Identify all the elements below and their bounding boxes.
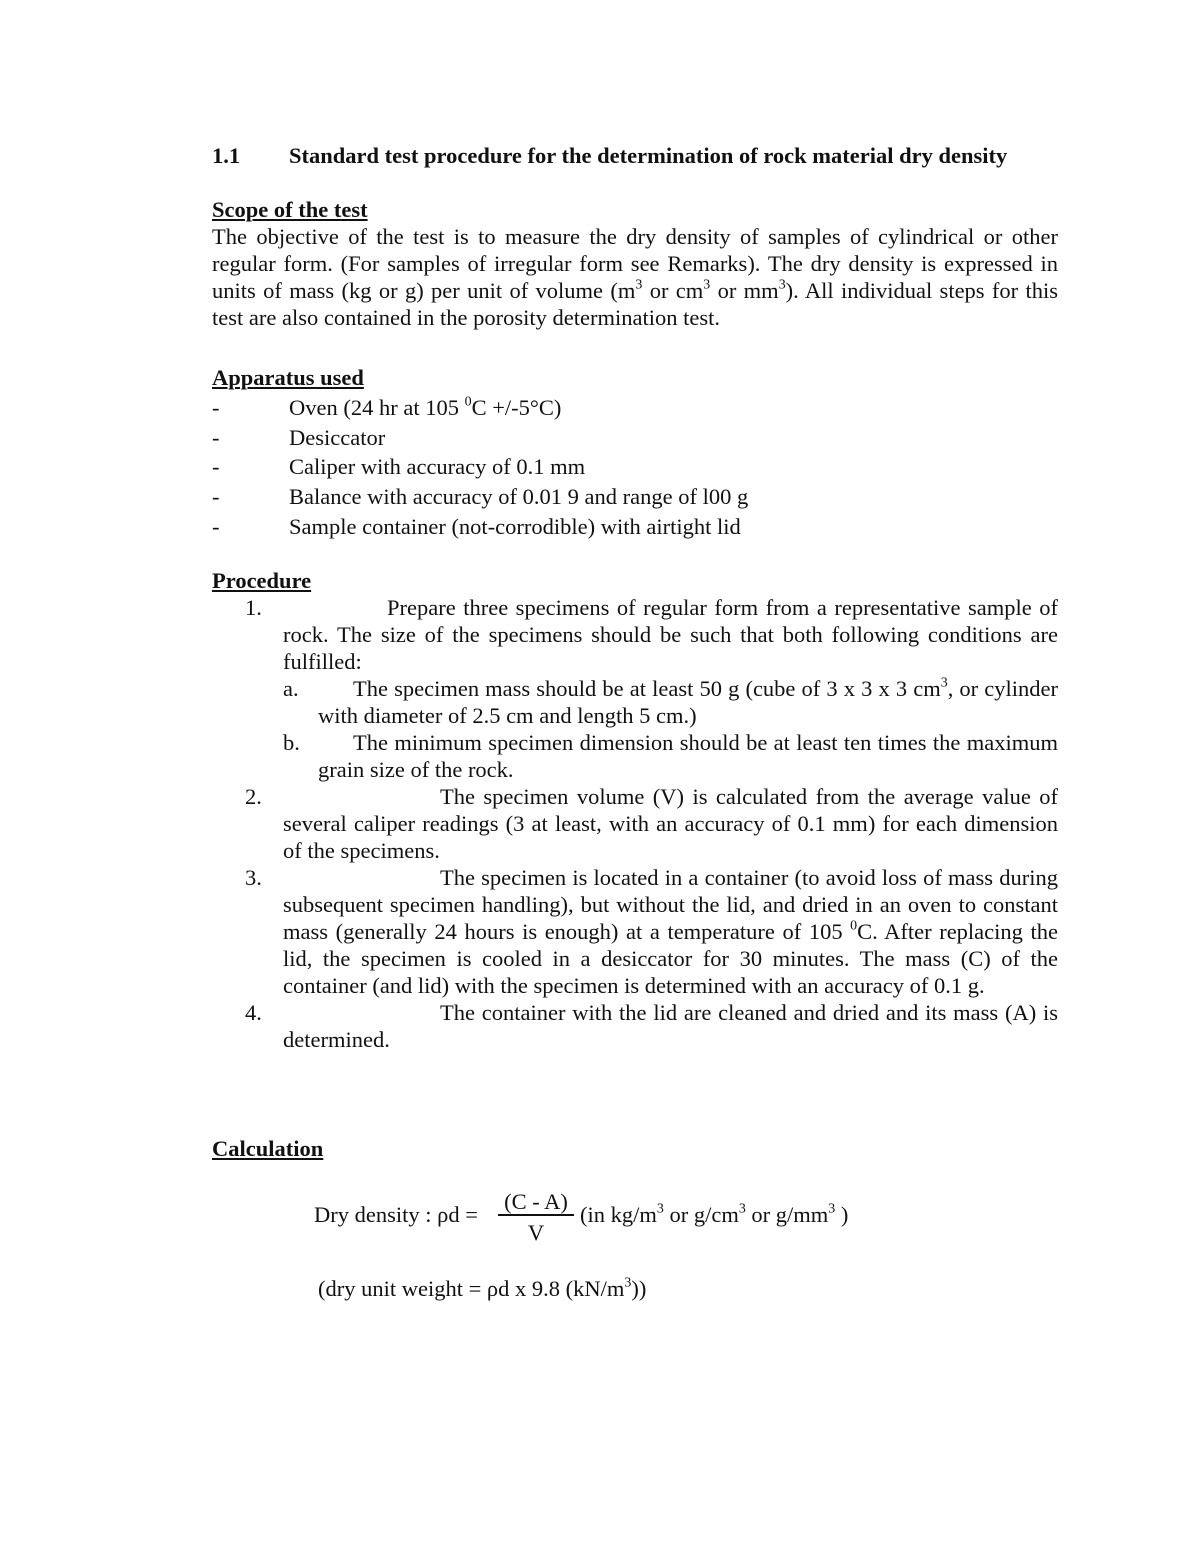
procedure-substep-b: b. The minimum specimen dimension should be at least ten times the maximum grain size of the rock. — [283, 730, 1058, 782]
apparatus-title: Apparatus used — [212, 365, 364, 390]
procedure-list — [212, 594, 1058, 1053]
section-number: 1.1 — [212, 143, 241, 168]
formula-denominator: V — [527, 1220, 545, 1245]
formula-numerator: (C - A) — [504, 1189, 568, 1214]
scope-title: Scope of the test — [212, 197, 368, 222]
apparatus-list — [212, 393, 748, 541]
procedure-step-1: 1. Prepare three specimens of regular form from a representative sample of rock. The size of the specimens should be such that both following conditions are fulfilled: — [245, 595, 1058, 674]
section-heading — [212, 143, 1007, 169]
formula-lhs: Dry density : ρd = — [314, 1202, 478, 1227]
procedure-title: Procedure — [212, 568, 312, 593]
procedure-substep-a: a. The specimen mass should be at least 50 g (cube of 3 x 3 x 3 $cm^3$, or cylinder with diameter of 2.5 cm and length 5 cm.) — [283, 675, 1059, 728]
calculation-title: Calculation — [212, 1136, 324, 1161]
section-title: Standard test procedure for the determination of rock material dry density — [289, 143, 1008, 168]
list-item: - Desiccator — [212, 424, 386, 450]
procedure-step-3: 3. The specimen is located in a container (to avoid loss of mass during subsequent specimen handling), but without the lid, and dried in an oven to constant mass (generally 24 hours is enough) at a temperature of 105 $^0$C. After replacing the lid, the specimen is cooled in a desiccator for 30 minutes. The mass (C) of the container (and lid) with the specimen is determined with an accuracy of 0.1 g. — [245, 865, 1058, 998]
procedure-step-4: 4. The container with the lid are cleaned and dried and its mass (A) is determined. — [245, 1000, 1058, 1052]
dry-unit-weight-formula: (dry unit weight = ρd x 9.8 $(kN/m^3)$) — [318, 1275, 647, 1301]
fraction-bar — [498, 1214, 574, 1216]
list-item: - Oven (24 hr at 105 $^0$C +/-5°C) — [212, 394, 562, 420]
procedure-step-2: 2. The specimen volume (V) is calculated from the average value of several caliper readings (3 at least, with an accuracy of 0.1 mm) for each dimension of the specimens. — [245, 784, 1058, 863]
formula-units: (in $kg/m^3$ or $g/cm^3$ or $g/mm^3$ ) — [580, 1201, 849, 1227]
scope-paragraph: The objective of the test is to measure the dry density of samples of cylindrical or other regular form. (For samples of irregular form see Remarks). The dry density is expressed in units of mass (kg or g) per unit of volume ($m^3$ or $cm^3$ or $mm^3$). All individual steps for this test are also contained in the porosity determination test. — [212, 224, 1058, 330]
list-item: - Balance with accuracy of 0.01 9 and range of l00 g — [212, 484, 749, 510]
list-item: - Sample container (not-corrodible) with airtight lid — [212, 513, 741, 539]
list-item: - Caliper with accuracy of 0.1 mm — [212, 454, 586, 480]
